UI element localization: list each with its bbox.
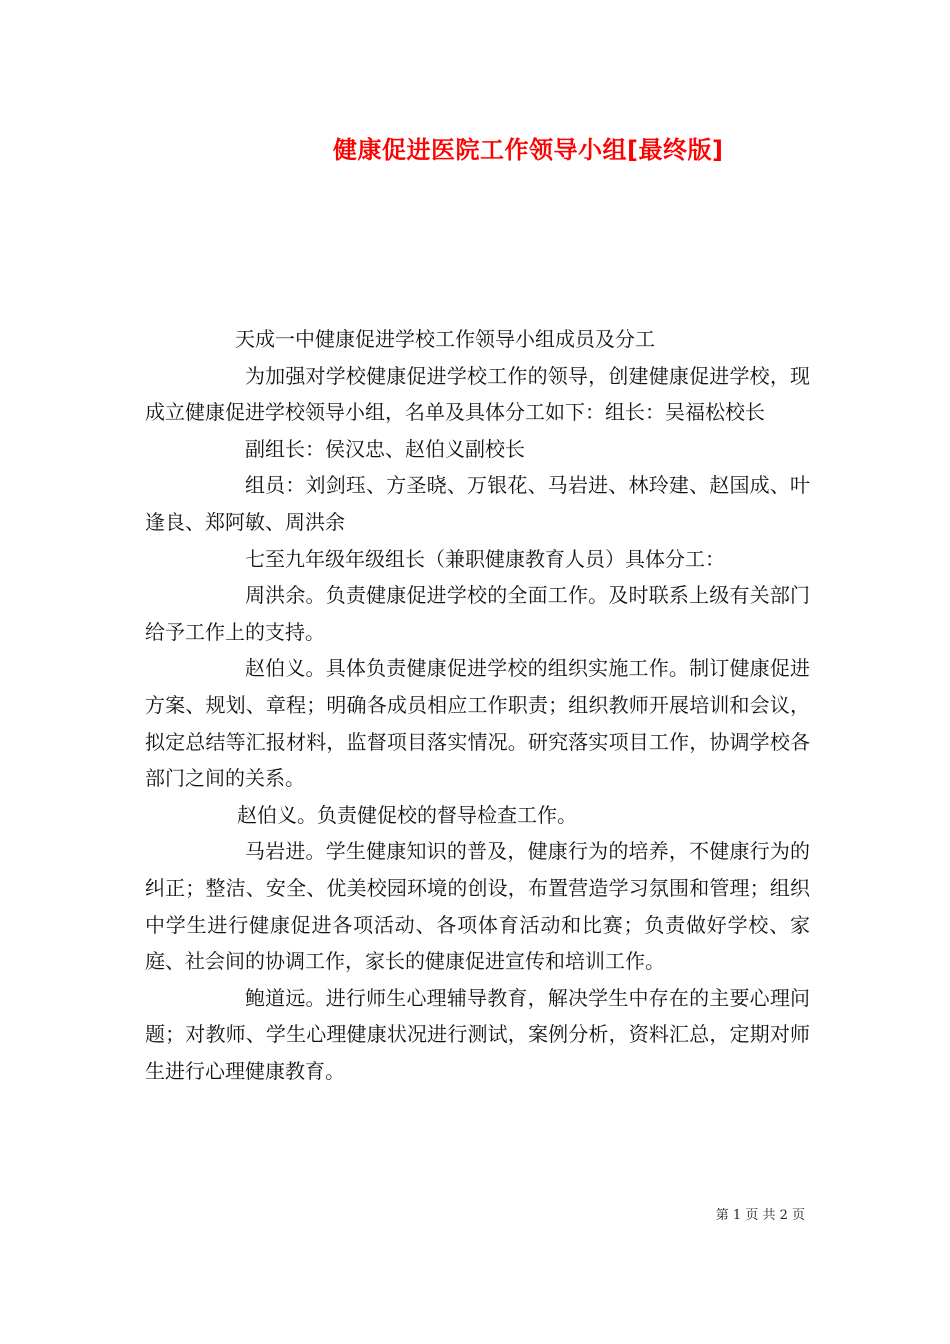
- document-title: 健康促进医院工作领导小组[最终版]: [333, 136, 724, 164]
- document-body: [145, 321, 810, 1089]
- paragraph-deputy-leaders: 副组长：侯汉忠、赵伯义副校长: [245, 436, 525, 461]
- paragraph-members: 组员：刘剑珏、方圣晓、万银花、马岩进、林玲建、赵国成、叶逢良、郑阿敏、周洪余: [145, 473, 810, 534]
- paragraph-duty-zhao-1: 赵伯义。具体负责健康促进学校的组织实施工作。制订健康促进方案、规划、章程；明确各成员相应工作职责；组织教师开展培训和会议，拟定总结等汇报材料，监督项目落实情况。研究落实项目工作，协调学校各部门之间的关系。: [145, 656, 810, 791]
- paragraph-duty-zhou: 周洪余。负责健康促进学校的全面工作。及时联系上级有关部门给予工作上的支持。: [145, 583, 810, 644]
- paragraph-duty-bao: 鲍道远。进行师生心理辅导教育，解决学生中存在的主要心理问题；对教师、学生心理健康状况进行测试，案例分析，资料汇总，定期对师生进行心理健康教育。: [145, 985, 810, 1083]
- paragraph-duty-ma: 马岩进。学生健康知识的普及，健康行为的培养，不健康行为的纠正；整洁、安全、优美校园环境的创设，布置营造学习氛围和管理；组织中学生进行健康促进各项活动、各项体育活动和比赛；负责做好学校、家庭、社会间的协调工作，家长的健康促进宣传和培训工作。: [145, 839, 810, 974]
- section-subtitle: 天成一中健康促进学校工作领导小组成员及分工: [235, 327, 655, 351]
- paragraph-duty-zhao-2: 赵伯义。负责健促校的督导检查工作。: [237, 802, 577, 827]
- paragraph-division-heading: 七至九年级年级组长（兼职健康教育人员）具体分工：: [245, 546, 725, 571]
- page-number: 第 1 页 共 2 页: [715, 1208, 805, 1223]
- paragraph-intro: 为加强对学校健康促进学校工作的领导，创建健康促进学校，现成立健康促进学校领导小组，名单及具体分工如下：组长：吴福松校长: [145, 363, 810, 425]
